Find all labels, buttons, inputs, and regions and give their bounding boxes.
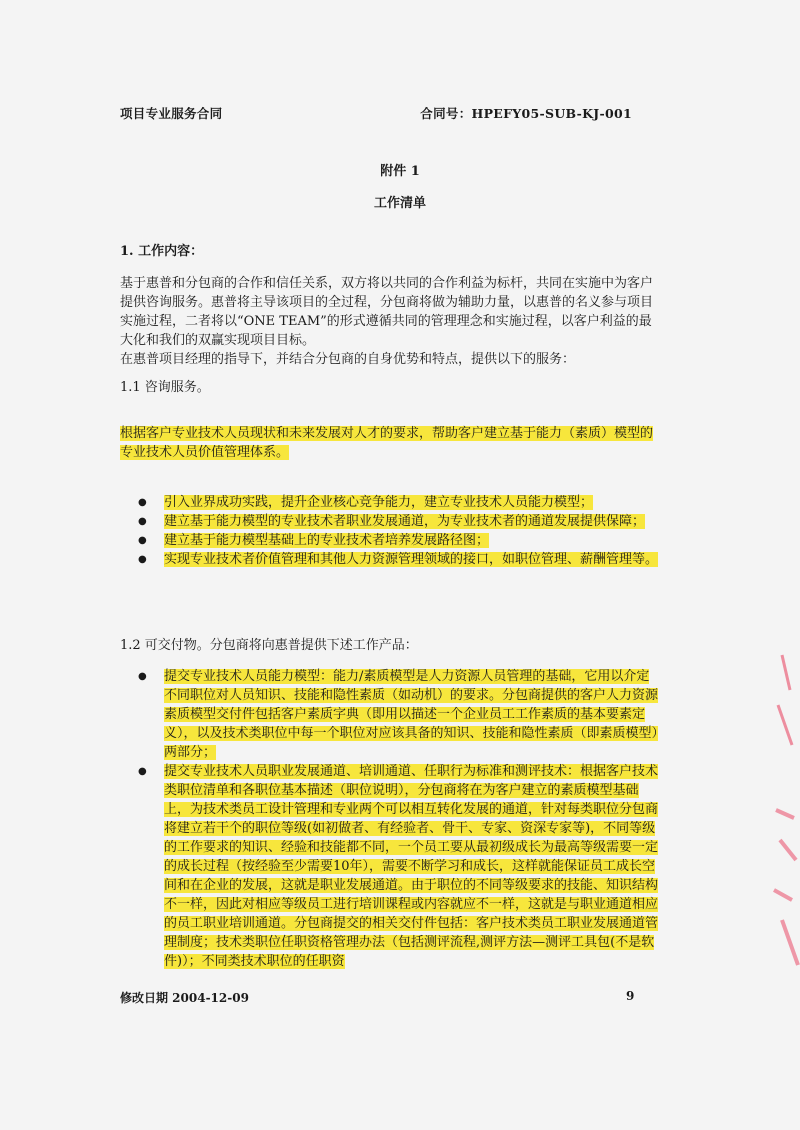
list-item [120,667,660,762]
list-item [120,550,660,569]
deliverables-bullet-list [120,667,660,971]
page-number: 9 [626,989,635,1003]
section-1-2-heading: 1.2 可交付物。分包商将向惠普提供下述工作产品： [120,638,418,653]
margin-stamp-mark [770,800,800,970]
list-item-text: 提交专业技术人员职业发展通道、培训通道、任职行为标准和测评技术：根据客户技术类职位清单和各职位基本描述（职位说明），分包商将在为客户建立的素质模型基础上，为技术类员工设计管理和专业两个可以相互转化发展的通道，针对每类职位分包商将建立若干个的职位等级(如初做者、有经验者、骨干、专家、资深专家等)，不同等级的工作要求的知识、经验和技能都不同，一个员工要从最初级成长为最高等级需要一定的成长过程（按经验至少需要10年），需要不断学习和成长，这样就能保证员工成长空间和在企业的发展，这就是职业发展通道。由于职位的不同等级要求的技能、知识结构不一样，因此对相应等级员工进行培训课程或内容就应不一样，这就是与职业通道相应的员工职业培训通道。分包商提交的相关交付件包括：客户技术类员工职业发展通道管理制度；技术类职位任职资格管理办法（包括测评流程,测评方法—测评工具包(不是软件)）；不同类技术职位的任职资 [164,764,659,969]
list-item-text: 实现专业技术者价值管理和其他人力资源管理领域的接口，如职位管理、薪酬管理等。 [164,552,659,567]
list-item [120,493,660,512]
revision-date: 修改日期 2004-12-09 [120,991,249,1005]
list-item-text: 引入业界成功实践，提升企业核心竞争能力，建立专业技术人员能力模型； [164,495,594,510]
work-list-title: 工作清单 [373,196,426,211]
consulting-summary [120,424,660,462]
intro-paragraph-2: 在惠普项目经理的指导下，并结合分包商的自身优势和特点，提供以下的服务： [120,352,576,367]
margin-stamp-mark [770,650,800,750]
section-1-1-heading: 1.1 咨询服务。 [120,380,210,395]
section-1-heading: 1. 工作内容： [120,244,204,259]
list-item [120,531,660,550]
header-title: 项目专业服务合同 [120,106,223,121]
list-item [120,512,660,531]
list-item-text: 提交专业技术人员能力模型：能力/素质模型是人力资源人员管理的基础，它用以介定不同职位对人员知识、技能和隐性素质（如动机）的要求。分包商提供的客户人力资源素质模型交付件包括客户素质字典（即用以描述一个企业员工工作素质的基本要素定义），以及技术类职位中每一个职位对应该具备的知识、技能和隐性素质（即素质模型）两部分； [164,669,659,760]
list-item-text: 建立基于能力模型基础上的专业技术者培养发展路径图； [164,533,490,548]
contract-number: 合同号：HPEFY05-SUB-KJ-001 [420,106,632,121]
intro-paragraph-1: 基于惠普和分包商的合作和信任关系，双方将以共同的合作利益为标杆，共同在实施中为客户提供咨询服务。惠普将主导该项目的全过程，分包商将做为辅助力量，以惠普的名义参与项目实施过程，二者将以“ONE TEAM”的形式遵循共同的管理理念和实施过程，以客户利益的最大化和我们的双赢实现项目目标。 [120,276,654,348]
list-item [120,762,660,971]
consulting-bullet-list [120,493,660,569]
list-item-text: 建立基于能力模型的专业技术者职业发展通道，为专业技术者的通道发展提供保障； [164,514,646,529]
section-1-intro [120,274,660,369]
appendix-title: 附件 1 [380,164,420,179]
highlighted-text: 根据客户专业技术人员现状和未来发展对人才的要求，帮助客户建立基于能力（素质）模型的专业技术人员价值管理体系。 [120,426,654,460]
